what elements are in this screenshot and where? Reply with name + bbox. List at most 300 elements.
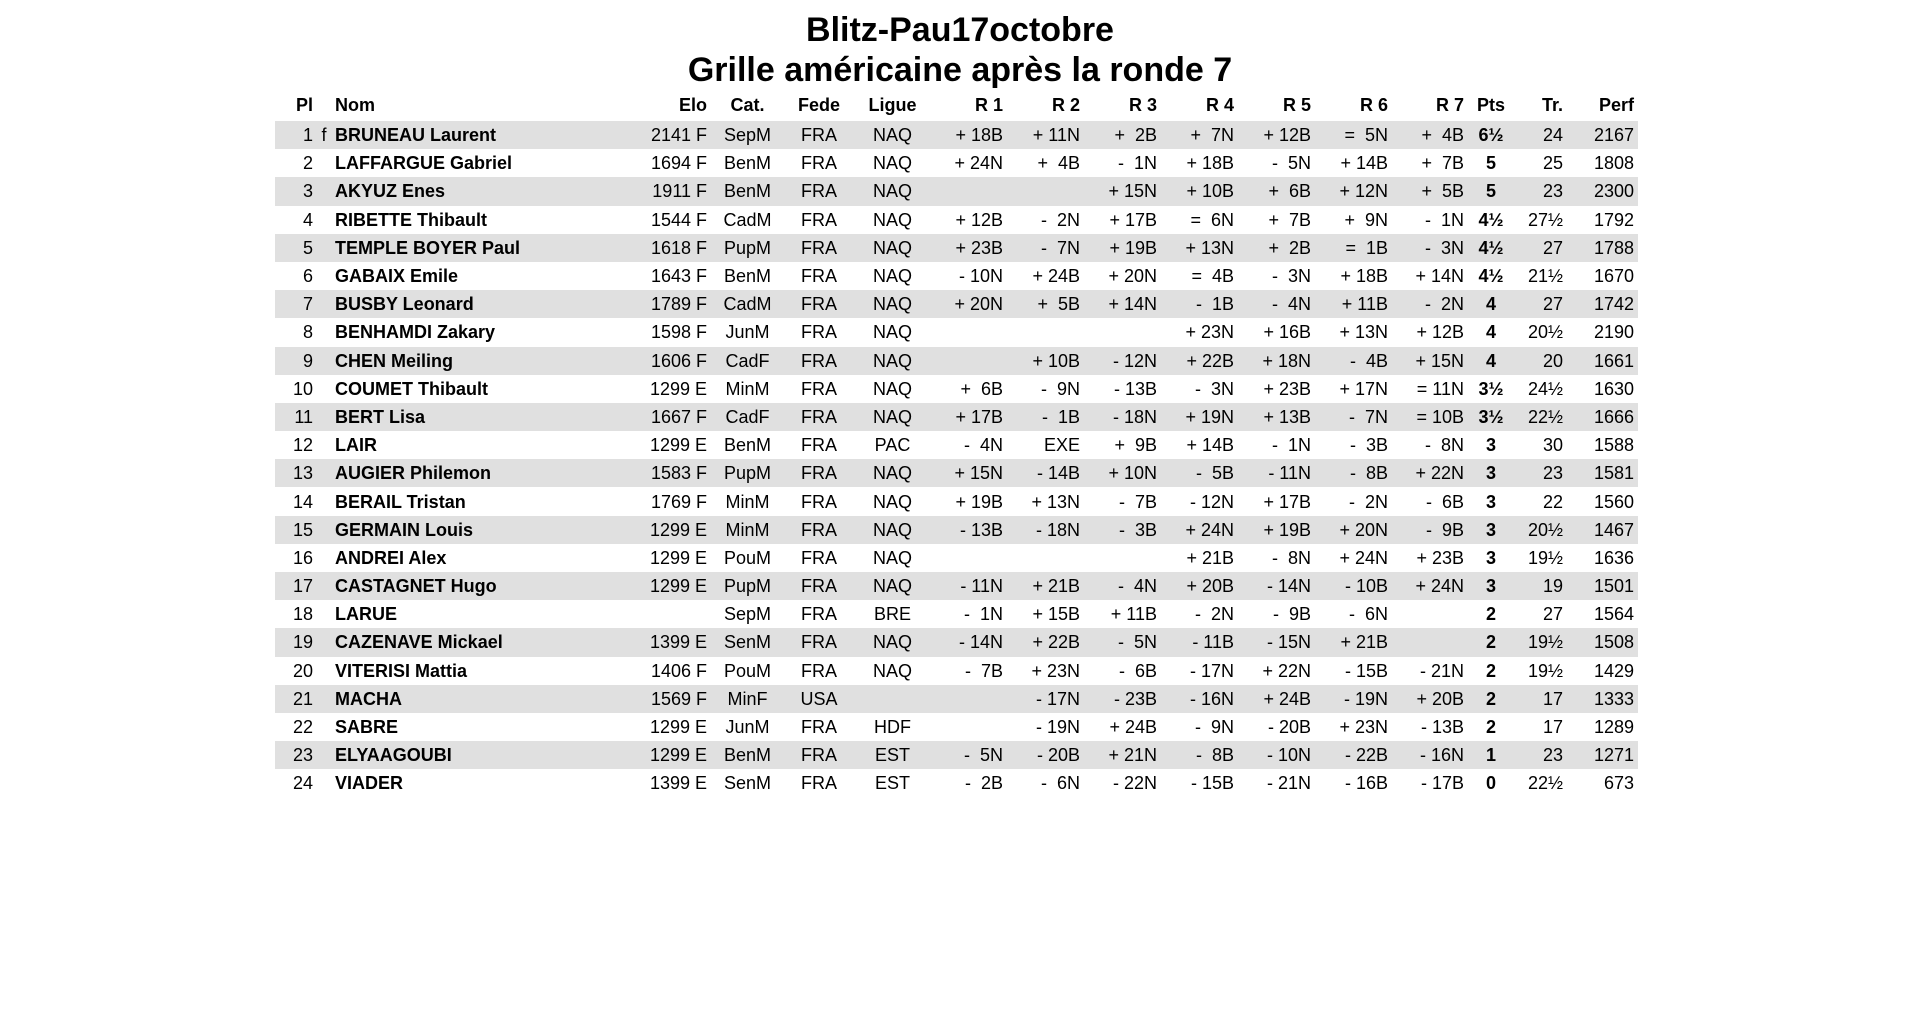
cell-mark (317, 600, 331, 628)
cell-fede: FRA (784, 403, 854, 431)
cell-cat: SepM (711, 121, 784, 149)
player-name: CAZENAVE Mickael (331, 628, 636, 656)
cell-ligue: NAQ (854, 459, 931, 487)
cell-perf: 1630 (1593, 378, 1634, 399)
player-name: VITERISI Mattia (335, 660, 468, 681)
player-name: MACHA (331, 685, 636, 713)
cell-perf: 1581 (1567, 459, 1638, 487)
cell-ligue: BRE (873, 604, 911, 625)
cell-perf: 1666 (1567, 403, 1638, 431)
cell-tr: 23 (1514, 741, 1567, 769)
cell-pts: 4 (1485, 322, 1496, 343)
cell-fede: FRA (801, 717, 837, 738)
player-name: LAFFARGUE Gabriel (335, 153, 513, 174)
cell-ligue: NAQ (854, 347, 931, 375)
cell-r2: + 4B (1037, 153, 1080, 174)
player-name: AKYUZ Enes (331, 177, 636, 205)
cell-r4: = 6N (1190, 209, 1234, 230)
cell-r1: + 18B (931, 121, 1007, 149)
cell-cat: JunM (725, 717, 770, 738)
cell-r2: + 15B (1032, 604, 1080, 625)
player-name: CHEN Meiling (331, 347, 636, 375)
cell-r6: - 7N (1315, 403, 1392, 431)
cell-perf: 2190 (1593, 322, 1634, 343)
cell-r1: + 19B (955, 491, 1003, 512)
standings-table (275, 90, 1638, 798)
cell-r3: + 11B (1110, 604, 1157, 625)
cell-r4: - 9N (1194, 717, 1234, 738)
cell-fede: FRA (801, 547, 837, 568)
cell-mark (317, 572, 331, 600)
cell-ligue: NAQ (854, 121, 931, 149)
cell-fede: USA (784, 685, 854, 713)
cell-tr: 27 (1514, 290, 1567, 318)
cell-r2: + 22B (1007, 628, 1084, 656)
cell-r3: + 17B (1109, 209, 1157, 230)
cell-elo: 1299 E (636, 572, 711, 600)
cell-r2: - 2N (1040, 209, 1080, 230)
cell-cat: PouM (723, 547, 772, 568)
standings-body (275, 121, 1638, 798)
cell-ligue: NAQ (854, 516, 931, 544)
cell-tr: 27 (1514, 234, 1567, 262)
cell-elo: 1769 F (650, 491, 707, 512)
col-header-mark (317, 90, 331, 121)
cell-fede: FRA (801, 604, 837, 625)
cell-mark (317, 459, 331, 487)
cell-perf: 1429 (1593, 660, 1634, 681)
cell-r5: + 12B (1238, 121, 1315, 149)
cell-perf: 1636 (1593, 547, 1634, 568)
cell-r5: + 24B (1238, 685, 1315, 713)
cell-r1: - 4N (963, 435, 1003, 456)
cell-cat: BenM (723, 266, 772, 287)
cell-r2 (1007, 318, 1084, 346)
cell-r6: + 20N (1315, 516, 1392, 544)
table-row (275, 544, 1638, 572)
cell-r4: = 4B (1191, 266, 1234, 287)
cell-pts: 4 (1468, 290, 1514, 318)
cell-r4: - 8B (1161, 741, 1238, 769)
cell-tr: 20½ (1527, 322, 1563, 343)
cell-pl: 3 (275, 177, 317, 205)
cell-fede: FRA (784, 177, 854, 205)
cell-r3: + 10N (1084, 459, 1161, 487)
cell-fede: FRA (801, 266, 837, 287)
cell-tr: 19½ (1514, 628, 1567, 656)
cell-mark (317, 487, 331, 515)
cell-r3: + 9B (1114, 435, 1157, 456)
cell-r2: + 21B (1007, 572, 1084, 600)
cell-fede: FRA (784, 628, 854, 656)
cell-r1 (931, 544, 1007, 572)
table-row (275, 516, 1638, 544)
cell-pl: 24 (292, 773, 313, 794)
cell-r2: - 1B (1007, 403, 1084, 431)
cell-pts: 3 (1468, 572, 1514, 600)
player-name: AUGIER Philemon (331, 459, 636, 487)
table-row (275, 375, 1638, 403)
cell-cat: MinM (725, 491, 770, 512)
cell-elo: 1643 F (650, 266, 707, 287)
cell-elo: 1399 E (649, 773, 707, 794)
cell-fede: FRA (801, 209, 837, 230)
cell-r6: - 19N (1315, 685, 1392, 713)
cell-r7: + 7B (1421, 153, 1464, 174)
cell-mark (317, 713, 331, 741)
cell-r5: + 18N (1238, 347, 1315, 375)
cell-pts: 3½ (1468, 403, 1514, 431)
cell-mark (317, 290, 331, 318)
table-row (275, 657, 1638, 685)
cell-cat: CadM (723, 209, 772, 230)
cell-r7: - 2N (1392, 290, 1468, 318)
player-name: BENHAMDI Zakary (335, 322, 496, 343)
cell-r1 (931, 177, 1007, 205)
cell-r5: - 10N (1238, 741, 1315, 769)
cell-tr: 27½ (1527, 209, 1563, 230)
table-row (275, 431, 1638, 459)
cell-tr: 30 (1542, 435, 1563, 456)
cell-r2: + 11N (1007, 121, 1084, 149)
cell-fede: FRA (801, 773, 837, 794)
cell-mark (317, 544, 331, 572)
cell-mark (317, 769, 331, 797)
cell-r7: - 16N (1392, 741, 1468, 769)
col-header-r6: R 6 (1359, 95, 1388, 115)
cell-r4: + 14B (1186, 435, 1234, 456)
cell-elo (636, 600, 711, 628)
cell-r1: + 12B (955, 209, 1003, 230)
cell-r3: - 3B (1084, 516, 1161, 544)
cell-r7: + 24N (1392, 572, 1468, 600)
cell-r5: - 1N (1271, 435, 1311, 456)
cell-r1: - 5N (931, 741, 1007, 769)
player-name: ANDREI Alex (335, 547, 447, 568)
cell-r7: - 6B (1425, 491, 1464, 512)
cell-ligue: NAQ (872, 209, 912, 230)
cell-cat: MinF (711, 685, 784, 713)
cell-ligue: NAQ (854, 234, 931, 262)
cell-pl: 23 (275, 741, 317, 769)
cell-r7: - 13B (1420, 717, 1464, 738)
cell-r5: - 20B (1267, 717, 1311, 738)
cell-pl: 19 (275, 628, 317, 656)
cell-r1: + 23B (931, 234, 1007, 262)
cell-mark (317, 516, 331, 544)
cell-r5: + 19B (1238, 516, 1315, 544)
cell-pts: 2 (1468, 685, 1514, 713)
cell-r7: - 9B (1392, 516, 1468, 544)
cell-pl: 10 (292, 378, 313, 399)
cell-r4: - 2N (1194, 604, 1234, 625)
table-row (275, 487, 1638, 515)
cell-r2: - 9N (1040, 378, 1080, 399)
cell-cat: BenM (711, 177, 784, 205)
cell-r5: - 5N (1271, 153, 1311, 174)
cell-r2: + 5B (1007, 290, 1084, 318)
cell-r6: - 3B (1349, 435, 1388, 456)
cell-fede: FRA (784, 121, 854, 149)
cell-pts: 3½ (1478, 378, 1504, 399)
cell-cat: PupM (711, 234, 784, 262)
cell-r5: - 11N (1238, 459, 1315, 487)
cell-elo: 1789 F (636, 290, 711, 318)
cell-r4: + 18B (1186, 153, 1234, 174)
cell-r6: + 12N (1315, 177, 1392, 205)
cell-tr: 24 (1514, 121, 1567, 149)
cell-cat: CadF (711, 403, 784, 431)
cell-r5: + 13B (1238, 403, 1315, 431)
table-row (275, 121, 1638, 149)
cell-r4: - 3N (1194, 378, 1234, 399)
table-row (275, 262, 1638, 290)
header-row (275, 90, 1638, 121)
cell-r2: + 23N (1031, 660, 1080, 681)
cell-r1 (931, 713, 1007, 741)
table-row (275, 459, 1638, 487)
cell-mark (317, 234, 331, 262)
cell-cat: PupM (711, 459, 784, 487)
cell-r7: + 23B (1416, 547, 1464, 568)
col-header-r5: R 5 (1282, 95, 1311, 115)
cell-cat: CadM (711, 290, 784, 318)
cell-r3: + 19B (1084, 234, 1161, 262)
cell-perf: 1289 (1593, 717, 1634, 738)
cell-r1 (931, 318, 1007, 346)
cell-r2: - 18N (1007, 516, 1084, 544)
cell-r7: + 20B (1392, 685, 1468, 713)
cell-fede: FRA (801, 660, 837, 681)
cell-r6: - 2N (1348, 491, 1388, 512)
cell-elo: 1618 F (636, 234, 711, 262)
cell-r5: + 2B (1238, 234, 1315, 262)
player-name: LARUE (335, 604, 397, 625)
cell-ligue: NAQ (854, 177, 931, 205)
table-row (275, 177, 1638, 205)
cell-r6: + 21B (1315, 628, 1392, 656)
cell-pts: 1 (1468, 741, 1514, 769)
cell-tr: 23 (1514, 177, 1567, 205)
cell-elo: 1299 E (636, 741, 711, 769)
cell-cat: PupM (711, 572, 784, 600)
cell-r6: - 4B (1315, 347, 1392, 375)
cell-r5: + 6B (1238, 177, 1315, 205)
cell-elo: 2141 F (636, 121, 711, 149)
cell-r5: - 4N (1238, 290, 1315, 318)
cell-perf: 1333 (1567, 685, 1638, 713)
cell-pl: 8 (302, 322, 313, 343)
cell-r6: + 23N (1339, 717, 1388, 738)
cell-r7: - 1N (1424, 209, 1464, 230)
cell-elo: 1299 E (649, 717, 707, 738)
cell-r1: + 15N (931, 459, 1007, 487)
cell-pl: 13 (275, 459, 317, 487)
cell-r3: - 22N (1112, 773, 1157, 794)
player-name: GERMAIN Louis (331, 516, 636, 544)
cell-r4: - 12N (1189, 491, 1234, 512)
table-row (275, 713, 1638, 741)
cell-tr: 22½ (1514, 403, 1567, 431)
cell-r6: - 15B (1344, 660, 1388, 681)
cell-perf: 2167 (1567, 121, 1638, 149)
cell-r4: + 24N (1161, 516, 1238, 544)
cell-perf: 673 (1603, 773, 1634, 794)
col-header-pl: Pl (295, 95, 313, 115)
cell-r1: + 24N (954, 153, 1003, 174)
cell-ligue: EST (874, 773, 910, 794)
cell-tr: 20 (1514, 347, 1567, 375)
cell-r7: + 14N (1415, 266, 1464, 287)
table-row (275, 685, 1638, 713)
table-row (275, 318, 1638, 346)
cell-ligue: NAQ (872, 660, 912, 681)
cell-ligue: NAQ (854, 628, 931, 656)
cell-pts: 0 (1485, 773, 1496, 794)
cell-elo: 1911 F (636, 177, 711, 205)
cell-fede: FRA (784, 459, 854, 487)
col-header-perf: Perf (1598, 95, 1634, 115)
page-subtitle: Grille américaine après la ronde 7 (687, 51, 1233, 89)
cell-r2: - 19N (1035, 717, 1080, 738)
cell-mark (317, 149, 331, 177)
cell-r6: - 6N (1348, 604, 1388, 625)
table-row (275, 572, 1638, 600)
cell-r1 (931, 685, 1007, 713)
cell-pl: 20 (292, 660, 313, 681)
cell-mark (317, 177, 331, 205)
cell-r7: = 10B (1392, 403, 1468, 431)
cell-r4: - 15B (1190, 773, 1234, 794)
cell-r6: - 22B (1315, 741, 1392, 769)
cell-r5: - 9B (1272, 604, 1311, 625)
cell-elo: 1399 E (636, 628, 711, 656)
cell-perf: 1788 (1567, 234, 1638, 262)
cell-r3: - 18N (1084, 403, 1161, 431)
cell-fede: FRA (801, 435, 837, 456)
cell-ligue: NAQ (872, 547, 912, 568)
page-title: Blitz-Pau17octobre (806, 11, 1114, 49)
cell-fede: FRA (801, 491, 837, 512)
cell-r7: + 12B (1416, 322, 1464, 343)
player-name: ELYAAGOUBI (331, 741, 636, 769)
cell-r3: - 5N (1084, 628, 1161, 656)
cell-cat: BenM (723, 435, 772, 456)
cell-r4: + 21B (1186, 547, 1234, 568)
cell-mark (317, 403, 331, 431)
player-name: RIBETTE Thibault (335, 209, 487, 230)
cell-r7: + 22N (1392, 459, 1468, 487)
col-header-r2: R 2 (1051, 95, 1080, 115)
cell-r1: - 7B (964, 660, 1003, 681)
cell-tr: 27 (1542, 604, 1563, 625)
cell-perf: 1661 (1567, 347, 1638, 375)
cell-ligue: NAQ (872, 491, 912, 512)
col-header-elo: Elo (678, 95, 707, 115)
cell-ligue: NAQ (854, 572, 931, 600)
cell-pts: 6½ (1468, 121, 1514, 149)
cell-pts: 4½ (1468, 234, 1514, 262)
cell-r1: + 6B (960, 378, 1003, 399)
col-header-r3: R 3 (1128, 95, 1157, 115)
player-name: TEMPLE BOYER Paul (331, 234, 636, 262)
cell-fede: FRA (801, 378, 837, 399)
col-header-ligue: Ligue (868, 95, 917, 115)
player-name: SABRE (335, 717, 399, 738)
table-row (275, 600, 1638, 628)
cell-tr: 20½ (1514, 516, 1567, 544)
cell-r6: + 17N (1339, 378, 1388, 399)
cell-r6: + 24N (1339, 547, 1388, 568)
cell-r5: - 21N (1266, 773, 1311, 794)
cell-r7 (1392, 628, 1468, 656)
cell-r4: - 17N (1189, 660, 1234, 681)
cell-r2 (1007, 544, 1084, 572)
cell-r7: - 8N (1424, 435, 1464, 456)
cell-r5: + 23B (1263, 378, 1311, 399)
cell-cat: MinM (711, 516, 784, 544)
cell-r5: + 7B (1268, 209, 1311, 230)
cell-r5: + 17B (1263, 491, 1311, 512)
cell-r2: - 14B (1007, 459, 1084, 487)
col-header-nom: Nom (335, 95, 375, 115)
cell-r5: - 3N (1271, 266, 1311, 287)
cell-r2: - 20B (1007, 741, 1084, 769)
cell-r3: + 21N (1084, 741, 1161, 769)
cell-mark (317, 347, 331, 375)
cell-r7: - 21N (1419, 660, 1464, 681)
cell-elo: 1667 F (636, 403, 711, 431)
cell-mark (317, 657, 331, 685)
cell-perf: 1501 (1567, 572, 1638, 600)
cell-ligue: EST (854, 741, 931, 769)
cell-mark (317, 262, 331, 290)
cell-r7: = 11N (1416, 378, 1464, 399)
cell-pts: 5 (1468, 177, 1514, 205)
player-name: LAIR (335, 435, 377, 456)
table-row (275, 769, 1638, 797)
cell-elo: 1544 F (650, 209, 707, 230)
cell-r2: + 13N (1031, 491, 1080, 512)
cell-r3 (1084, 318, 1161, 346)
cell-pl: 16 (292, 547, 313, 568)
table-row (275, 741, 1638, 769)
cell-r6: - 16B (1344, 773, 1388, 794)
cell-r4: + 23N (1185, 322, 1234, 343)
cell-r7: + 15N (1392, 347, 1468, 375)
cell-fede: FRA (784, 741, 854, 769)
cell-r4: + 22B (1161, 347, 1238, 375)
cell-r3: + 14N (1084, 290, 1161, 318)
cell-mark (317, 628, 331, 656)
cell-cat: JunM (725, 322, 770, 343)
cell-r1: - 14N (931, 628, 1007, 656)
col-header-r4: R 4 (1205, 95, 1234, 115)
cell-tr: 23 (1514, 459, 1567, 487)
cell-pts: 5 (1485, 153, 1496, 174)
cell-tr: 24½ (1527, 378, 1563, 399)
cell-pl: 9 (275, 347, 317, 375)
cell-r2: EXE (1043, 435, 1080, 456)
cell-r2: - 6N (1040, 773, 1080, 794)
cell-r2: - 17N (1007, 685, 1084, 713)
cell-r6: + 14B (1340, 153, 1388, 174)
cell-fede: FRA (784, 347, 854, 375)
table-row (275, 628, 1638, 656)
cell-tr: 19½ (1527, 547, 1563, 568)
cell-perf: 1792 (1593, 209, 1634, 230)
cell-fede: FRA (801, 153, 837, 174)
